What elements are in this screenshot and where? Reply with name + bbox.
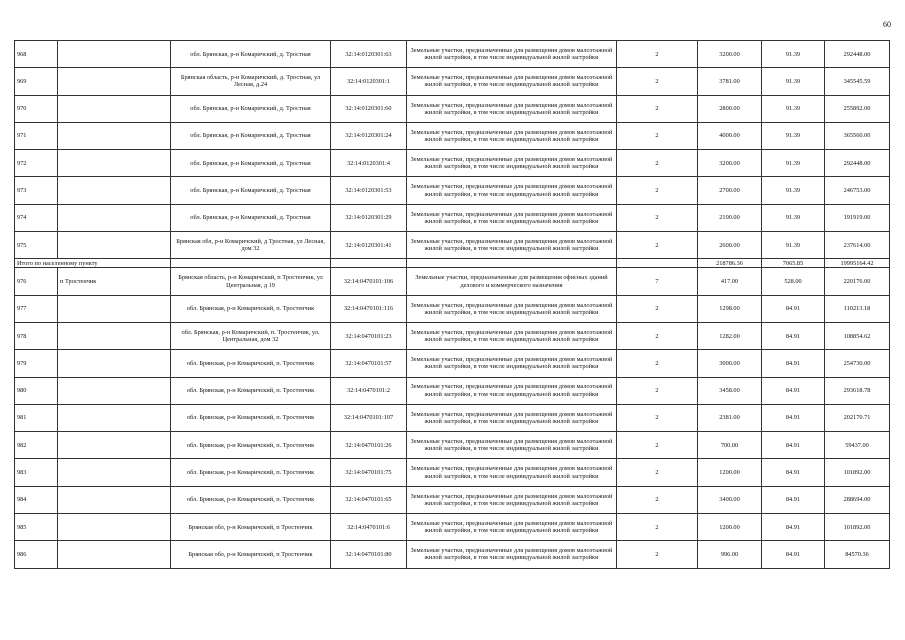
table-row [15, 377, 890, 404]
table-row [15, 432, 890, 459]
land-use-cell: Земельные участки, предназначенные для размещения домов малоэтажной жилой застройки, в том числе индивидуальной жилой застройки [407, 377, 617, 404]
cadastral-number: 32:14:0120301:1 [331, 68, 407, 95]
address-cell: Брянская обл, р-н Комаричский, д Тростная, ул Лесная, дом 32 [171, 232, 331, 259]
row-number: 970 [15, 95, 58, 122]
land-use-cell: Земельные участки, предназначенные для размещения домов малоэтажной жилой застройки, в том числе индивидуальной жилой застройки [407, 232, 617, 259]
use-group-cell: 2 [617, 514, 698, 541]
area-cell: 2600.00 [698, 232, 762, 259]
use-group-cell: 2 [617, 232, 698, 259]
settlement-name [58, 41, 171, 68]
area-cell: 1200.00 [698, 459, 762, 486]
area-cell: 3400.00 [698, 486, 762, 513]
cadastral-number: 32:14:0470101:65 [331, 486, 407, 513]
address-cell: обл. Брянская, р-н Комаричский, д. Тростная [171, 204, 331, 231]
area-cell: 417.00 [698, 268, 762, 295]
settlement-name [58, 232, 171, 259]
address-cell: обл. Брянская, р-н Комаричский, п. Тростенчик [171, 486, 331, 513]
table-row [15, 41, 890, 68]
land-use-cell: Земельные участки, предназначенные для размещения домов малоэтажной жилой застройки, в том числе индивидуальной жилой застройки [407, 95, 617, 122]
table-row [15, 541, 890, 568]
area-cell: 2700.00 [698, 177, 762, 204]
row-number: 981 [15, 404, 58, 431]
table-row [15, 150, 890, 177]
settlement-total-row [15, 259, 890, 268]
rate-cell: 84.91 [762, 322, 825, 349]
use-group-cell: 2 [617, 350, 698, 377]
settlement-name [58, 177, 171, 204]
row-number: 968 [15, 41, 58, 68]
land-use-cell: Земельные участки, предназначенные для размещения домов малоэтажной жилой застройки, в том числе индивидуальной жилой застройки [407, 404, 617, 431]
row-number: 985 [15, 514, 58, 541]
row-number: 983 [15, 459, 58, 486]
row-number: 986 [15, 541, 58, 568]
rate-cell: 84.91 [762, 459, 825, 486]
settlement-name [58, 432, 171, 459]
area-cell: 2800.00 [698, 95, 762, 122]
cadastral-number: 32:14:0470101:26 [331, 432, 407, 459]
cadastral-number: 32:14:0120301:4 [331, 150, 407, 177]
cadastral-value-cell: 101892.00 [825, 514, 890, 541]
address-cell: обл. Брянская, р-н Комаричский, д. Тростная [171, 41, 331, 68]
cadastral-number: 32:14:0470101:80 [331, 541, 407, 568]
rate-cell: 84.91 [762, 377, 825, 404]
use-group-cell: 2 [617, 295, 698, 322]
area-cell: 1282.00 [698, 322, 762, 349]
rate-cell: 84.91 [762, 404, 825, 431]
settlement-name [58, 322, 171, 349]
use-group-cell: 2 [617, 541, 698, 568]
use-group-cell: 2 [617, 377, 698, 404]
cadastral-number: 32:14:0120301:60 [331, 95, 407, 122]
use-group-cell: 2 [617, 41, 698, 68]
use-group-cell: 2 [617, 404, 698, 431]
page-number: 60 [883, 20, 891, 29]
address-cell: обл. Брянская, р-н Комаричский, п. Тростенчик [171, 350, 331, 377]
settlement-name [58, 150, 171, 177]
area-cell: 3200.00 [698, 150, 762, 177]
cadastral-value-cell: 293618.78 [825, 377, 890, 404]
use-group-cell: 2 [617, 177, 698, 204]
use-group-cell: 7 [617, 268, 698, 295]
address-cell: обл. Брянская, р-н Комаричский, п. Тростенчик, ул. Центральная, дом 32 [171, 322, 331, 349]
use-group-cell: 2 [617, 122, 698, 149]
cadastral-number: 32:14:0120301:63 [331, 41, 407, 68]
address-cell: Брянская обл, р-н Комаричский, п Тростенчик [171, 514, 331, 541]
land-use-cell: Земельные участки, предназначенные для размещения домов малоэтажной жилой застройки, в том числе индивидуальной жилой застройки [407, 350, 617, 377]
settlement-name [58, 486, 171, 513]
land-use-cell: Земельные участки, предназначенные для размещения домов малоэтажной жилой застройки, в том числе индивидуальной жилой застройки [407, 204, 617, 231]
settlement-name [58, 541, 171, 568]
rate-cell: 91.39 [762, 68, 825, 95]
land-use-cell: Земельные участки, предназначенные для размещения домов малоэтажной жилой застройки, в том числе индивидуальной жилой застройки [407, 459, 617, 486]
use-group-cell: 2 [617, 68, 698, 95]
row-number: 969 [15, 68, 58, 95]
total-value: 19995164.42 [825, 259, 890, 268]
rate-cell: 84.91 [762, 514, 825, 541]
total-area: 218786.36 [698, 259, 762, 268]
cadastral-value-cell: 84570.36 [825, 541, 890, 568]
land-use-cell: Земельные участки, предназначенные для размещения домов малоэтажной жилой застройки, в том числе индивидуальной жилой застройки [407, 177, 617, 204]
land-use-cell: Земельные участки, предназначенные для размещения домов малоэтажной жилой застройки, в том числе индивидуальной жилой застройки [407, 41, 617, 68]
cadastral-number: 32:14:0120301:29 [331, 204, 407, 231]
rate-cell: 84.91 [762, 295, 825, 322]
cadastral-value-cell: 288694.00 [825, 486, 890, 513]
address-cell: обл. Брянская, р-н Комаричский, п. Тростенчик [171, 432, 331, 459]
area-cell: 3200.00 [698, 41, 762, 68]
use-group-cell: 2 [617, 459, 698, 486]
settlement-name [58, 459, 171, 486]
address-cell: обл. Брянская, р-н Комаричский, д. Тростная [171, 177, 331, 204]
cadastral-number: 32:14:0470101:57 [331, 350, 407, 377]
rate-cell: 91.39 [762, 232, 825, 259]
table-row [15, 232, 890, 259]
address-cell: обл. Брянская, р-н Комаричский, д. Тростная [171, 122, 331, 149]
settlement-name [58, 68, 171, 95]
total-rate: 7065.85 [762, 259, 825, 268]
land-registry-table [14, 40, 890, 569]
settlement-name [58, 514, 171, 541]
land-use-cell: Земельные участки, предназначенные для размещения офисных зданий делового и коммерческого назначения [407, 268, 617, 295]
rate-cell: 91.39 [762, 95, 825, 122]
cadastral-value-cell: 202170.71 [825, 404, 890, 431]
cadastral-number: 32:14:0120301:24 [331, 122, 407, 149]
settlement-name [58, 95, 171, 122]
settlement-name [58, 204, 171, 231]
cadastral-value-cell: 345545.59 [825, 68, 890, 95]
cadastral-value-cell: 191919.00 [825, 204, 890, 231]
table-row [15, 514, 890, 541]
address-cell: обл. Брянская, р-н Комаричский, п. Тростенчик [171, 404, 331, 431]
row-number: 975 [15, 232, 58, 259]
use-group-cell: 2 [617, 204, 698, 231]
cadastral-value-cell: 292448.00 [825, 150, 890, 177]
use-group-cell: 2 [617, 322, 698, 349]
land-use-cell: Земельные участки, предназначенные для размещения домов малоэтажной жилой застройки, в том числе индивидуальной жилой застройки [407, 150, 617, 177]
cadastral-value-cell: 255892.00 [825, 95, 890, 122]
rate-cell: 91.39 [762, 150, 825, 177]
area-cell: 3458.00 [698, 377, 762, 404]
cadastral-number: 32:14:0470101:75 [331, 459, 407, 486]
cadastral-number: 32:14:0470101:2 [331, 377, 407, 404]
land-use-cell: Земельные участки, предназначенные для размещения домов малоэтажной жилой застройки, в том числе индивидуальной жилой застройки [407, 122, 617, 149]
cadastral-value-cell: 59437.00 [825, 432, 890, 459]
area-cell: 4000.00 [698, 122, 762, 149]
address-cell: обл. Брянская, р-н Комаричский, д. Тростная [171, 95, 331, 122]
row-number: 982 [15, 432, 58, 459]
cadastral-value-cell: 292448.00 [825, 41, 890, 68]
area-cell: 1298.00 [698, 295, 762, 322]
rate-cell: 91.39 [762, 177, 825, 204]
table-row [15, 295, 890, 322]
row-number: 979 [15, 350, 58, 377]
address-cell: Брянская обл, р-н Комаричский, п Тростенчик [171, 541, 331, 568]
row-number: 976 [15, 268, 58, 295]
rate-cell: 91.39 [762, 122, 825, 149]
use-group-cell: 2 [617, 95, 698, 122]
settlement-name: п Тростенчик [58, 268, 171, 295]
settlement-name [58, 122, 171, 149]
row-number: 977 [15, 295, 58, 322]
settlement-name [58, 295, 171, 322]
row-number: 971 [15, 122, 58, 149]
table-row [15, 95, 890, 122]
table-row [15, 322, 890, 349]
area-cell: 2100.00 [698, 204, 762, 231]
area-cell: 3000.00 [698, 350, 762, 377]
row-number: 980 [15, 377, 58, 404]
table-row [15, 268, 890, 295]
settlement-name [58, 404, 171, 431]
cadastral-number: 32:14:0470101:23 [331, 322, 407, 349]
cadastral-number: 32:14:0470101:106 [331, 268, 407, 295]
table-row [15, 204, 890, 231]
area-cell: 1200.00 [698, 514, 762, 541]
row-number: 973 [15, 177, 58, 204]
address-cell: обл. Брянская, р-н Комаричский, д. Тростная [171, 150, 331, 177]
cadastral-value-cell: 101892.00 [825, 459, 890, 486]
table-row [15, 122, 890, 149]
use-group-cell: 2 [617, 150, 698, 177]
table-row [15, 486, 890, 513]
area-cell: 3781.00 [698, 68, 762, 95]
cadastral-number: 32:14:0470101:116 [331, 295, 407, 322]
use-group-cell: 2 [617, 486, 698, 513]
land-use-cell: Земельные участки, предназначенные для размещения домов малоэтажной жилой застройки, в том числе индивидуальной жилой застройки [407, 68, 617, 95]
cadastral-number: 32:14:0470101:107 [331, 404, 407, 431]
cadastral-value-cell: 254730.00 [825, 350, 890, 377]
use-group-cell: 2 [617, 432, 698, 459]
cadastral-value-cell: 365560.00 [825, 122, 890, 149]
cadastral-value-cell: 110213.18 [825, 295, 890, 322]
land-use-cell: Земельные участки, предназначенные для размещения домов малоэтажной жилой застройки, в том числе индивидуальной жилой застройки [407, 432, 617, 459]
settlement-name [58, 350, 171, 377]
table-row [15, 404, 890, 431]
rate-cell: 84.91 [762, 541, 825, 568]
table-row [15, 177, 890, 204]
rate-cell: 84.91 [762, 432, 825, 459]
cadastral-number: 32:14:0120301:41 [331, 232, 407, 259]
address-cell: обл. Брянская, р-н Комаричский, п. Тростенчик [171, 459, 331, 486]
land-use-cell: Земельные участки, предназначенные для размещения домов малоэтажной жилой застройки, в том числе индивидуальной жилой застройки [407, 514, 617, 541]
area-cell: 700.00 [698, 432, 762, 459]
land-use-cell: Земельные участки, предназначенные для размещения домов малоэтажной жилой застройки, в том числе индивидуальной жилой застройки [407, 541, 617, 568]
address-cell: Брянская область, р-н Комаричский, п Тростенчик, ул Центральная, д 19 [171, 268, 331, 295]
land-use-cell: Земельные участки, предназначенные для размещения домов малоэтажной жилой застройки, в том числе индивидуальной жилой застройки [407, 486, 617, 513]
rate-cell: 528.00 [762, 268, 825, 295]
address-cell: обл. Брянская, р-н Комаричский, п. Тростенчик [171, 377, 331, 404]
row-number: 974 [15, 204, 58, 231]
address-cell: обл. Брянская, р-н Комаричский, п. Тростенчик [171, 295, 331, 322]
area-cell: 996.00 [698, 541, 762, 568]
settlement-name [58, 377, 171, 404]
rate-cell: 91.39 [762, 41, 825, 68]
area-cell: 2381.00 [698, 404, 762, 431]
land-use-cell: Земельные участки, предназначенные для размещения домов малоэтажной жилой застройки, в том числе индивидуальной жилой застройки [407, 295, 617, 322]
rate-cell: 84.91 [762, 350, 825, 377]
total-label: Итого по населенному пункту [15, 259, 171, 268]
table-row [15, 350, 890, 377]
cadastral-value-cell: 108854.62 [825, 322, 890, 349]
rate-cell: 91.39 [762, 204, 825, 231]
cadastral-number: 32:14:0470101:6 [331, 514, 407, 541]
row-number: 984 [15, 486, 58, 513]
table-row [15, 459, 890, 486]
table-row [15, 68, 890, 95]
cadastral-value-cell: 246753.00 [825, 177, 890, 204]
cadastral-value-cell: 220176.00 [825, 268, 890, 295]
cadastral-number: 32:14:0120301:53 [331, 177, 407, 204]
land-use-cell: Земельные участки, предназначенные для размещения домов малоэтажной жилой застройки, в том числе индивидуальной жилой застройки [407, 322, 617, 349]
cadastral-value-cell: 237614.00 [825, 232, 890, 259]
row-number: 978 [15, 322, 58, 349]
row-number: 972 [15, 150, 58, 177]
address-cell: Брянская область, р-н Комаричский, д. Тростная, ул Лесная, д.24 [171, 68, 331, 95]
rate-cell: 84.91 [762, 486, 825, 513]
